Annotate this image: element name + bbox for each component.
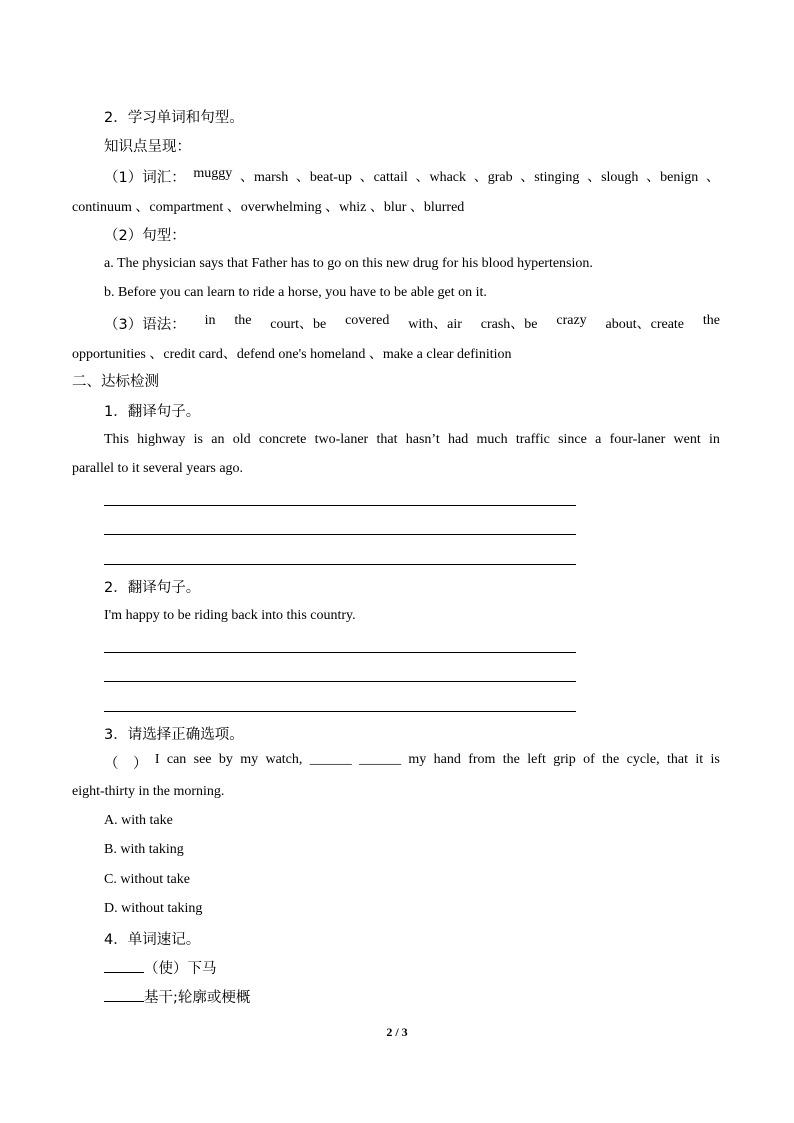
vocab-word: 、whack (415, 170, 467, 185)
q1-word: highway (137, 432, 186, 447)
grammar-word: crazy (556, 313, 587, 328)
q3-word: by (218, 752, 233, 767)
part-heading: 二、达标检测 (72, 374, 159, 390)
answer-line[interactable] (104, 505, 576, 506)
q3-title: 3．请选择正确选项。 (104, 727, 244, 743)
q3-word: my (408, 752, 427, 767)
answer-line[interactable] (104, 711, 576, 712)
q1-word: concrete (258, 432, 307, 447)
q1-word: four-laner (609, 432, 666, 447)
q3-word: I (154, 752, 160, 767)
vocab-word: 、beat-up (295, 170, 352, 185)
vocab-word: 、marsh (240, 170, 289, 185)
vocab-word: muggy (193, 166, 233, 181)
q3-question-line-2: eight-thirty in the morning. (72, 784, 225, 799)
q1-word: much (476, 432, 508, 447)
sentence-a: a. The physician says that Father has to go on this new drug for his blood hypertension. (104, 256, 593, 271)
q3-word: can (166, 752, 187, 767)
grammar-word: crash、be (480, 317, 538, 332)
vocab-word: 、slough (587, 170, 639, 185)
q3-blank[interactable]: ______ (359, 752, 402, 767)
grammar-label: （3）语法： (104, 317, 186, 333)
option-b[interactable]: B. with taking (104, 842, 184, 857)
q1-word: a (595, 432, 602, 447)
q1-title: 1．翻译句子。 (104, 404, 201, 420)
grammar-word: in (204, 313, 216, 328)
q3-word: is (710, 752, 720, 767)
grammar-line-2: opportunities 、credit card、defend one's homeland 、make a clear definition (72, 347, 512, 362)
vocab-word: 、stinging (520, 170, 580, 185)
option-a[interactable]: A. with take (104, 813, 173, 828)
q1-word: that (376, 432, 398, 447)
q3-blank[interactable]: ______ (309, 752, 352, 767)
sentence-b: b. Before you can learn to ride a horse, you have to be able get on it. (104, 285, 487, 300)
vocab-line-2: continuum 、compartment 、overwhelming 、whiz 、blur 、blurred (72, 200, 465, 215)
q1-word: in (709, 432, 720, 447)
q1-word: hasn’t (405, 432, 440, 447)
knowledge-title: 知识点呈现： (104, 139, 191, 155)
vocab-word: 、 (705, 170, 720, 185)
q1-sentence-line-1 (104, 432, 720, 448)
q1-word: an (211, 432, 225, 447)
q3-word: that (666, 752, 688, 767)
q3-word: watch, (265, 752, 303, 767)
q3-word: from (468, 752, 496, 767)
grammar-word: covered (345, 313, 390, 328)
option-d[interactable]: D. without taking (104, 901, 203, 916)
q3-word: see (193, 752, 212, 767)
vocab-item (104, 957, 217, 978)
grammar-word: court、be (270, 317, 327, 332)
q1-word: This (104, 432, 129, 447)
grammar-word: about、create (605, 317, 685, 332)
answer-blank[interactable] (104, 987, 144, 1002)
grammar-line-1 (104, 313, 720, 334)
answer-line[interactable] (104, 534, 576, 535)
page-number: 2 / 3 (386, 1025, 408, 1039)
q1-word: went (673, 432, 701, 447)
vocab-line-1 (104, 166, 720, 187)
vocab-item-text: 基干;轮廓或梗概 (144, 990, 251, 1006)
q1-word: two-laner (314, 432, 369, 447)
grammar-word: with、air (408, 317, 462, 332)
vocab-word: 、cattail (359, 170, 408, 185)
vocab-item (104, 986, 250, 1007)
q1-word: old (232, 432, 251, 447)
section-heading: 2．学习单词和句型。 (104, 110, 244, 126)
q3-word: cycle, (626, 752, 660, 767)
q3-word: it (695, 752, 704, 767)
vocab-word: 、grab (473, 170, 513, 185)
q2-sentence: I'm happy to be riding back into this country. (104, 608, 356, 623)
q1-word: since (558, 432, 587, 447)
q1-word: traffic (515, 432, 550, 447)
q3-word: of (583, 752, 595, 767)
q3-word: the (502, 752, 520, 767)
vocab-word: 、benign (646, 170, 699, 185)
answer-line[interactable] (104, 564, 576, 565)
q1-word: had (448, 432, 469, 447)
answer-paren[interactable]: （ ） (104, 756, 148, 772)
vocab-label: （1）词汇： (104, 170, 186, 186)
q3-word: my (240, 752, 259, 767)
q4-title: 4．单词速记。 (104, 932, 201, 948)
vocab-item-text: （使）下马 (144, 961, 217, 977)
option-c[interactable]: C. without take (104, 872, 190, 887)
grammar-word: the (702, 313, 720, 328)
q3-word: hand (433, 752, 461, 767)
answer-line[interactable] (104, 681, 576, 682)
q3-word: the (602, 752, 620, 767)
answer-line[interactable] (104, 652, 576, 653)
q3-word: left (527, 752, 546, 767)
answer-blank[interactable] (104, 958, 144, 973)
q2-title: 2．翻译句子。 (104, 580, 201, 596)
q3-question-line-1 (104, 752, 720, 773)
sentence-label: （2）句型： (104, 228, 186, 244)
grammar-word: the (234, 313, 252, 328)
q1-sentence-line-2: parallel to it several years ago. (72, 461, 244, 476)
q1-word: is (193, 432, 203, 447)
q3-word: grip (553, 752, 576, 767)
